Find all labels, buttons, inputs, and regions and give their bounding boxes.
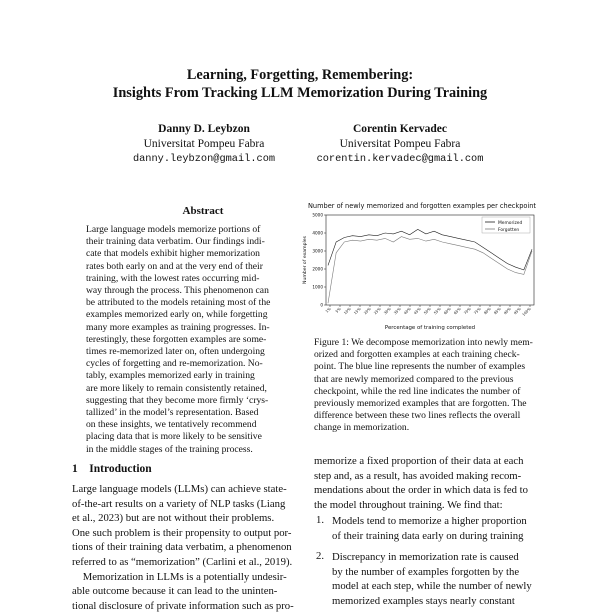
section-title: Introduction [89,463,152,475]
y-tick-label: 2000 [312,266,323,272]
abstract-line: times re-memorized later on, often undergoing [86,346,265,358]
abstract-body [86,224,270,456]
abstract-line: suggesting that they become more firmly ‘crys- [86,394,269,406]
list-line: of their training data early on during training [332,529,524,542]
author-affiliation: Universitat Pompeu Fabra [143,138,265,150]
x-tick-label: 20% [363,306,372,316]
intro-line: able outcome because it can lead to the uninten- [72,585,278,598]
body-line: the model throughout training. We find that: [314,498,503,511]
abstract-line: Large language models memorize portions of [86,224,261,235]
list-line: Models tend to memorize a higher proportion [332,515,527,527]
intro-line: One such problem is their propensity to output por- [72,526,292,539]
abstract-line: many more examples as training progresses. In- [86,321,270,333]
intro-line: referred to as “memorization” (Carlini et al., 2019). [72,555,293,568]
abstract-line: tallized’ in the model’s representation. Based [86,407,259,419]
caption-line: difference between these two lines reflects the overall [314,410,521,422]
body-line: step and, as a result, has avoided making recom- [314,469,522,482]
section-number: 1 [72,463,78,475]
x-tick-label: 100% [521,306,532,317]
caption-line: Figure 1: We decompose memorization into newly mem- [314,337,533,348]
paper-title-line-2: Insights From Tracking LLM Memorization During Training [112,85,488,101]
intro-line: et al., 2023) but are not without their problems. [72,512,275,525]
abstract-line: their training data verbatim. Our findings indi- [86,236,265,248]
author-email: corentin.kervadec@gmail.com [316,153,484,165]
x-tick-label: 55% [433,306,442,316]
caption-line: checkpoint, while the red line indicates the number of [314,385,521,397]
x-tick-label: 1% [324,306,332,314]
caption-line: previously memorized examples that are forgotten. The [314,398,527,410]
caption-line: that are newly memorized compared to the previous [314,373,514,385]
author-name: Danny D. Leybzon [158,123,250,135]
abstract-line: training, with the lowest rates occurring mid- [86,272,260,284]
abstract-line: way through the process. This phenomenon can [86,285,269,297]
x-tick-label: 50% [423,306,432,316]
x-tick-label: 65% [453,306,462,316]
x-tick-label: 60% [443,306,452,316]
x-tick-label: 30% [383,306,392,316]
list-line: by the number of examples forgotten by the [332,565,520,578]
introduction-body [72,482,294,613]
list-number: 2. [316,550,325,562]
x-tick-label: 45% [413,306,422,316]
figure-caption [314,337,533,435]
abstract-line: cate that models exhibit higher memorization [86,248,260,260]
abstract-heading: Abstract [182,205,224,217]
x-tick-label: 75% [473,306,482,316]
chart-legend [482,217,530,233]
abstract-line: placing data that is more likely to be sensitive [86,431,262,443]
x-axis-label: Percentage of training completed [384,325,476,331]
author-1 [104,122,304,167]
x-tick-label: 40% [403,306,412,316]
abstract-line: in the middle stages of the training process. [86,443,253,455]
caption-line: point. The blue line represents the number of examples [314,361,526,373]
chart-title: Number of newly memorized and forgotten examples per checkpoint [307,202,537,210]
intro-line: tional disclosure of private information such as pro- [72,599,294,612]
list-line: model at each step, while the number of newly [332,580,532,593]
x-tick-label: 95% [513,306,522,316]
paper-title-line-1: Learning, Forgetting, Remembering: [186,67,414,83]
body-line: memorize a fixed proportion of their data at each [314,455,524,467]
body-line: mendations about the order in which data is fed to [314,484,528,497]
x-tick-label: 90% [503,306,512,316]
abstract-line: tably, examples memorized early in training [86,370,255,382]
y-tick-label: 1000 [312,284,323,290]
y-tick-label: 4000 [312,230,323,236]
x-tick-label: 85% [493,306,502,316]
x-tick-label: 10% [343,306,352,316]
abstract-line: examples memorized early on, while forgetting [86,309,268,321]
intro-line: tions of their training data verbatim, a phenomenon [72,541,292,554]
abstract-line: on these insights, we tentatively recommend [86,419,257,431]
author-email: danny.leybzon@gmail.com [132,153,276,165]
author-affiliation: Universitat Pompeu Fabra [339,138,461,150]
caption-line: orized and forgotten examples at each training check- [314,349,520,361]
list-line: memorized examples stays nearly constant [332,594,515,607]
abstract-line: cycles of forgetting and re-memorization. No- [86,358,263,370]
x-tick-label: 80% [483,306,492,316]
intro-line: of-the-art results on a variety of NLP tasks (Liang [72,497,286,510]
abstract-line: rates both early on and at the very end of their [86,260,263,272]
x-tick-label: 15% [353,306,362,316]
abstract-line: terestingly, these forgotten examples are some- [86,333,267,345]
x-tick-label: 70% [463,306,472,316]
abstract-line: be attributed to the models retaining most of the [86,297,271,309]
legend-label-forgotten: Forgotten [498,228,520,233]
author-name: Corentin Kervadec [352,123,447,135]
x-tick-label: 5% [334,306,342,314]
intro-line: Memorization in LLMs is a potentially undesir- [72,570,287,583]
y-tick-label: 0 [320,302,323,308]
abstract-line: are more likely to remain consistently retained, [86,382,267,394]
series-line-memorized [328,229,532,270]
list-line: Discrepancy in memorization rate is caused [332,551,519,563]
list-number: 1. [316,514,325,526]
x-tick-label: 35% [393,306,402,316]
x-tick-label: 25% [373,306,382,316]
caption-line: change in memorization. [314,422,410,434]
y-tick-label: 5000 [312,212,323,218]
author-2 [300,122,500,167]
legend-label-memorized: Memorized [498,221,523,226]
memorization-chart [300,198,540,334]
y-axis-label: Number of examples [303,236,308,284]
section-heading [72,463,152,475]
y-tick-label: 3000 [312,248,323,254]
right-column-body [314,454,528,512]
series-line-forgotten [328,237,532,304]
intro-line: Large language models (LLMs) can achieve state- [72,483,287,495]
